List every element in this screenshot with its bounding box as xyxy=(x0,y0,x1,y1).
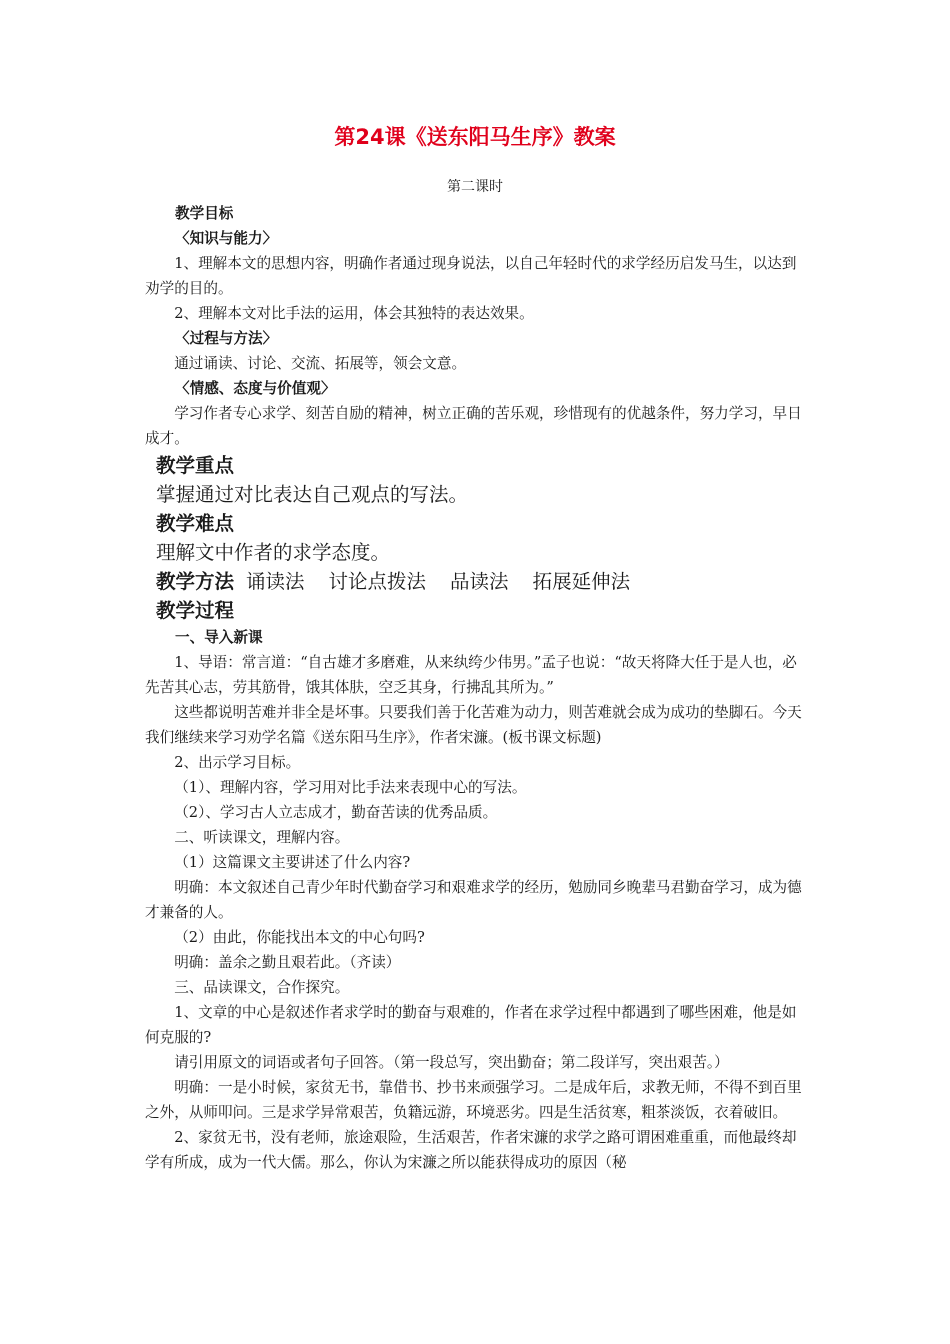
method-item: 品读法 xyxy=(450,570,509,593)
paragraph: 这些都说明苦难并非全是坏事。只要我们善于化苦难为动力，则苦难就会成为成功的垫脚石。今天我们继续来学习劝学名篇《送东阳马生序》，作者宋濂。(板书课文标题) xyxy=(145,704,802,746)
paragraph: 2、家贫无书，没有老师，旅途艰险，生活艰苦，作者宋濂的求学之路可谓困难重重，而他最终却学有所成，成为一代大儒。那么，你认为宋濂之所以能获得成功的原因（秘 xyxy=(145,1129,797,1171)
section-heading: 三、品读课文，合作探究。 xyxy=(174,979,350,996)
method-item: 诵读法 xyxy=(246,570,305,593)
paragraph: 1、文章的中心是叙述作者求学时的勤奋与艰难的，作者在求学过程中都遇到了哪些困难，他是如何克服的? xyxy=(145,1004,797,1046)
difficulty-text: 理解文中作者的求学态度。 xyxy=(156,541,391,564)
methods-heading: 教学方法 xyxy=(156,570,235,593)
method-item: 拓展延伸法 xyxy=(532,570,631,593)
section-heading: 一、导入新课 xyxy=(175,629,263,646)
lesson-content xyxy=(145,201,809,1175)
difficulty-heading: 教学难点 xyxy=(156,512,235,535)
key-point-heading: 教学重点 xyxy=(156,454,235,477)
goals-heading: 教学目标 xyxy=(175,205,234,222)
paragraph: 1、导语：常言道：“自古雄才多磨难，从来纨绔少伟男。”孟子也说：“故天将降大任于是人也，必先苦其心志，劳其筋骨，饿其体肤，空乏其身，行拂乱其所为。” xyxy=(145,654,797,696)
methods-line xyxy=(145,567,809,596)
paragraph: （1）、理解内容，学习用对比手法来表现中心的写法。 xyxy=(174,779,527,796)
page-subtitle: 第二课时 xyxy=(447,179,503,195)
page-title: 第24课《送东阳马生序》教案 xyxy=(334,125,616,149)
paragraph: 明确：本文叙述自己青少年时代勤奋学习和艰难求学的经历，勉励同乡晚辈马君勤奋学习，成为德才兼备的人。 xyxy=(145,879,802,921)
paragraph: 明确：一是小时候，家贫无书，靠借书、抄书来顽强学习。二是成年后，求教无师，不得不到百里之外，从师叩问。三是求学异常艰苦，负籍远游，环境恶劣。四是生活贫寒，粗茶淡饭，衣着破旧。 xyxy=(145,1079,802,1121)
knowledge-item: 1、理解本文的思想内容，明确作者通过现身说法，以自己年轻时代的求学经历启发马生，以达到劝学的目的。 xyxy=(145,255,797,297)
process-heading: 教学过程 xyxy=(156,599,235,622)
process-method-item: 通过诵读、讨论、交流、拓展等，领会文意。 xyxy=(174,355,467,372)
key-point-text: 掌握通过对比表达自己观点的写法。 xyxy=(156,483,469,506)
knowledge-heading: 〈知识与能力〉 xyxy=(175,230,278,247)
paragraph: 2、出示学习目标。 xyxy=(174,754,301,771)
knowledge-item: 2、理解本文对比手法的运用，体会其独特的表达效果。 xyxy=(174,305,534,322)
section-heading: 二、听读课文，理解内容。 xyxy=(174,829,350,846)
process-method-heading: 〈过程与方法〉 xyxy=(175,330,278,347)
paragraph: （1）这篇课文主要讲述了什么内容? xyxy=(174,854,411,871)
paragraph: （2）由此，你能找出本文的中心句吗? xyxy=(174,929,425,946)
paragraph: 明确：盖余之勤且艰若此。（齐读） xyxy=(174,954,401,971)
method-item: 讨论点拨法 xyxy=(328,570,427,593)
paragraph: 请引用原文的词语或者句子回答。（第一段总写，突出勤奋；第二段详写，突出艰苦。） xyxy=(174,1054,729,1071)
emotion-item: 学习作者专心求学、刻苦自励的精神，树立正确的苦乐观，珍惜现有的优越条件，努力学习，早日成才。 xyxy=(145,405,802,447)
emotion-heading: 〈情感、态度与价值观〉 xyxy=(175,380,336,397)
paragraph: （2）、学习古人立志成才，勤奋苦读的优秀品质。 xyxy=(174,804,498,821)
